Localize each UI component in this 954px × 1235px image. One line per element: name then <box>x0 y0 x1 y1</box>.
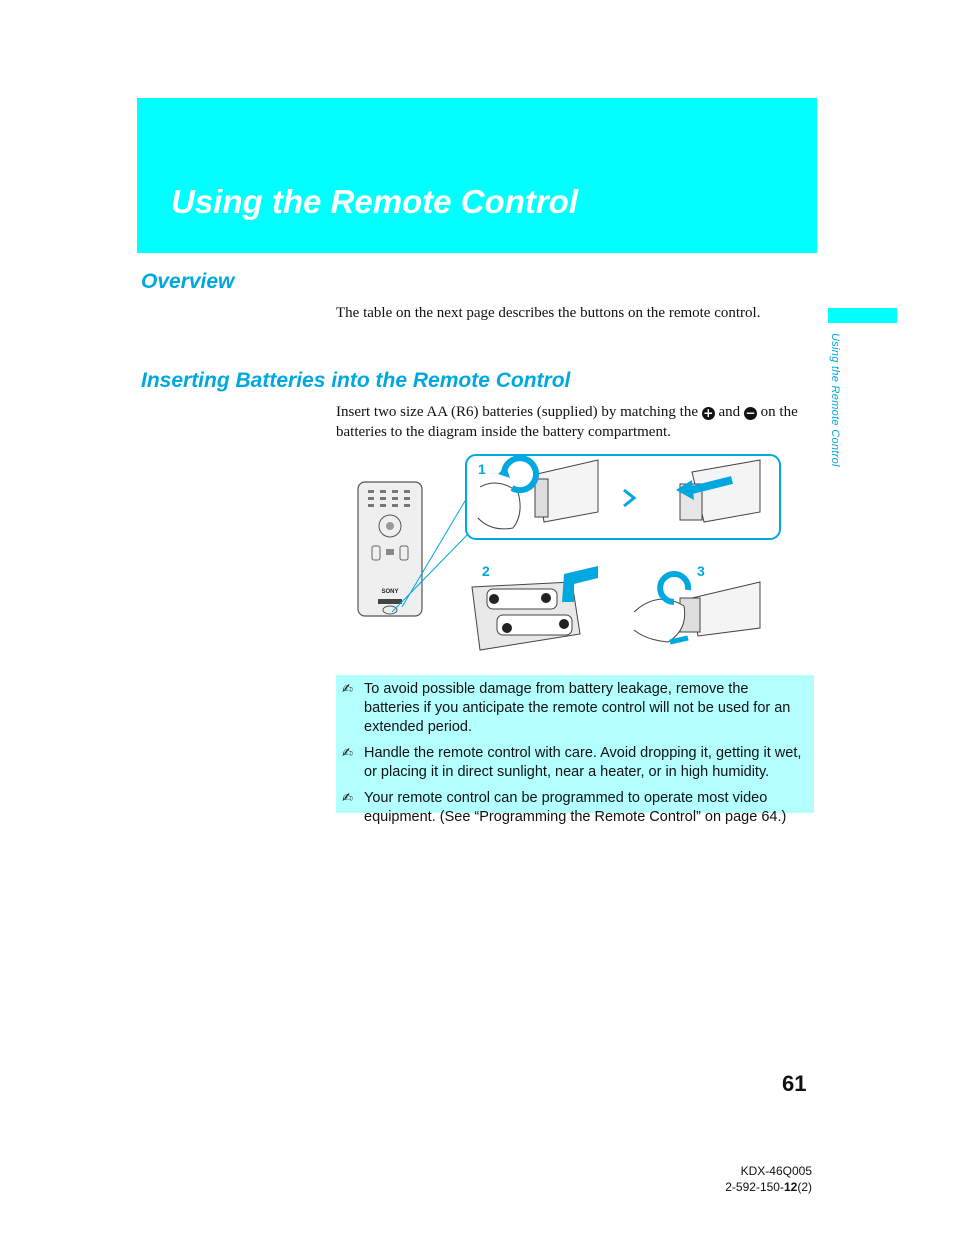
remote-control-illustration <box>358 482 422 616</box>
chapter-banner <box>137 98 817 253</box>
note-item <box>342 680 808 737</box>
overview-text: The table on the next page describes the buttons on the remote control. <box>336 305 761 321</box>
step-2-label: 2 <box>482 563 490 579</box>
step-2-insert-batteries <box>472 566 598 650</box>
battery-insertion-figure <box>352 452 784 662</box>
pen-note-icon: ✍ <box>342 791 353 806</box>
note-item <box>342 744 808 782</box>
model-info <box>725 1163 812 1195</box>
step-3-close-cover <box>634 574 760 642</box>
note-text: To avoid possible damage from battery leakage, remove the batteries if you anticipate the remote control will not be used for an extended period. <box>364 681 791 735</box>
note-text: Your remote control can be programmed to operate most video equipment. (See “Programming the Remote Control” on page 64.) <box>364 790 787 825</box>
step-1-label: 1 <box>478 461 486 477</box>
notes-box <box>336 675 814 825</box>
model-number: KDX-46Q005 <box>740 1164 812 1178</box>
side-tab-marker <box>828 308 897 323</box>
part-number: 2-592-150-12(2) <box>725 1180 812 1194</box>
note-item <box>342 789 808 827</box>
remote-brand-label: SONY <box>381 589 399 595</box>
note-text: Handle the remote control with care. Avoid dropping it, getting it wet, or placing it in direct sunlight, near a heater, or in high humidity. <box>364 745 802 780</box>
overview-heading: Overview <box>141 270 235 293</box>
pen-note-icon: ✍ <box>342 682 353 697</box>
side-tab-label: Using the Remote Control <box>829 333 841 467</box>
chapter-title: Using the Remote Control <box>171 183 579 220</box>
batteries-text: Insert two size AA (R6) batteries (supplied) by matching the + and − on the batteries to the diagram inside the battery compartment. <box>336 404 798 440</box>
plus-sign-icon: + <box>703 406 714 420</box>
page-number: 61 <box>782 1071 807 1096</box>
batteries-heading: Inserting Batteries into the Remote Control <box>141 369 571 392</box>
pen-note-icon: ✍ <box>342 746 353 761</box>
step-3-label: 3 <box>697 563 705 579</box>
minus-sign-icon: − <box>745 406 756 420</box>
